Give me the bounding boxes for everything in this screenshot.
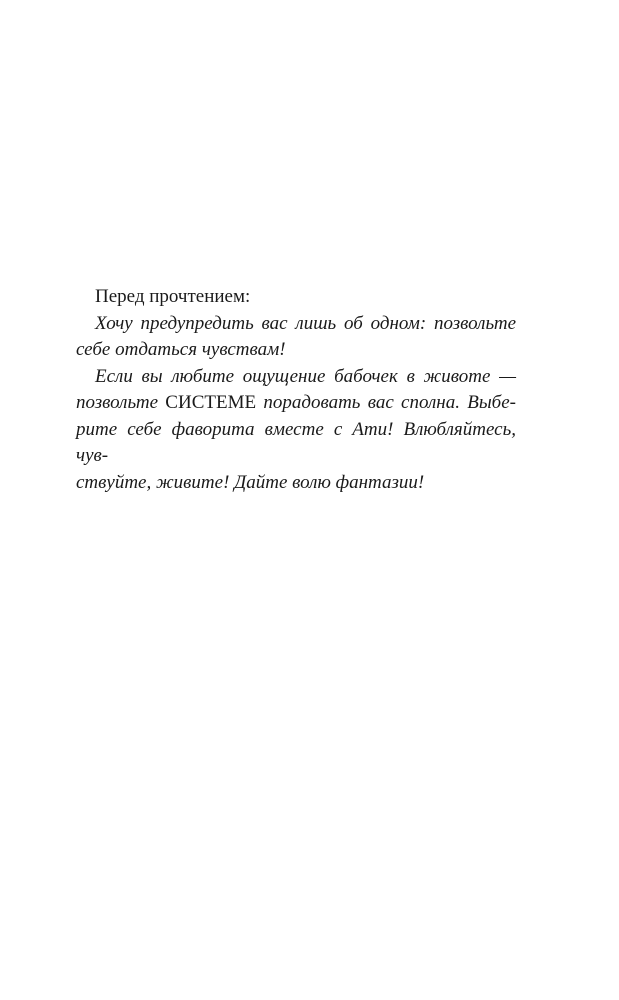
paragraph-2-line-2-start: позвольте: [76, 392, 166, 413]
paragraph-2-line-1: Если вы любите ощущение бабочек в животе —: [95, 365, 516, 387]
paragraph-2-line-2: [76, 390, 516, 417]
paragraph-2-line-3: рите себе фаворита вместе с Ати! Влюбляйтесь, чув-: [76, 418, 516, 466]
preface-text: [76, 284, 516, 496]
preface-heading: Перед прочтением:: [95, 286, 251, 307]
paragraph-2-line-4: ствуйте, живите! Дайте волю фантазии!: [76, 471, 425, 493]
paragraph-1-line-1: Хочу предупредить вас лишь об одном: позвольте: [95, 312, 516, 334]
paragraph-2-line-2-end: порадовать вас сполна. Выбе-: [256, 392, 516, 413]
system-word: СИСТЕМЕ: [165, 392, 257, 413]
paragraph-1-line-2: себе отдаться чувствам!: [76, 339, 286, 360]
